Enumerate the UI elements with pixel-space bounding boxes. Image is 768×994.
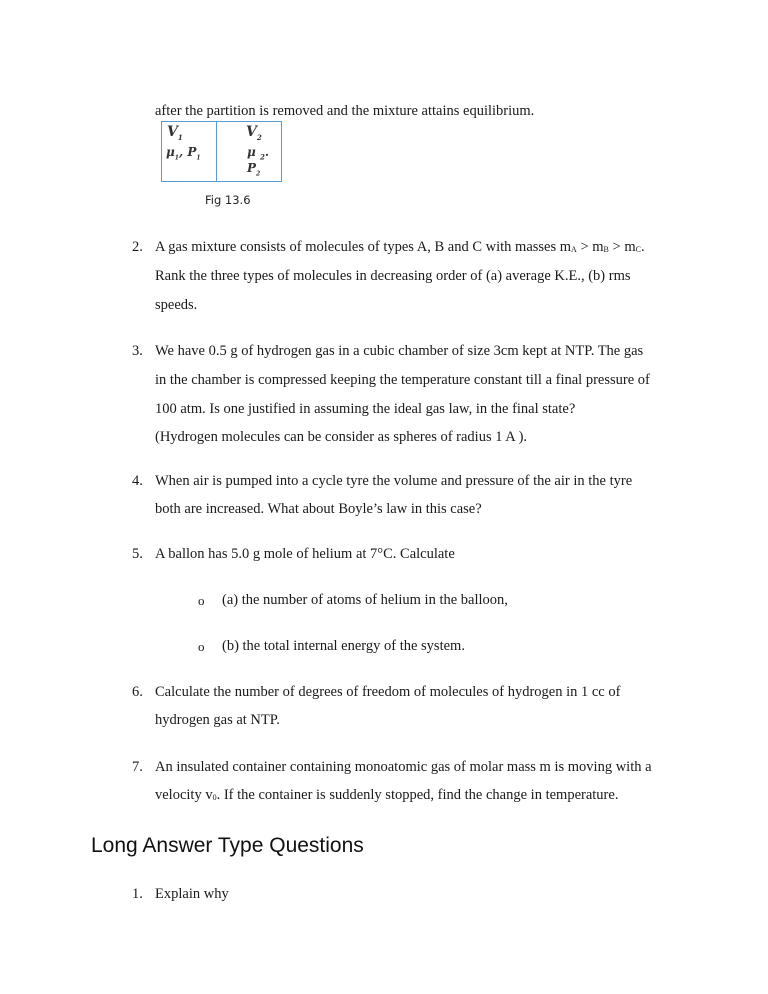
question-line: velocity v0. If the container is suddenly stopped, find the change in temperature. (155, 787, 619, 803)
question-line: 100 atm. Is one justified in assuming the ideal gas law, in the final state? (155, 401, 576, 417)
fig-p2: $P_2$ (247, 161, 261, 178)
question-line: hydrogen gas at NTP. (155, 712, 280, 728)
question-line: Rank the three types of molecules in decreasing order of (a) average K.E., (b) rms (155, 268, 631, 284)
question-line: both are increased. What about Boyle’s law in this case? (155, 501, 482, 517)
bullet-icon: o (198, 639, 205, 654)
question-number: 4. (132, 473, 143, 489)
question-number: 1. (132, 886, 143, 902)
figure-partition-box (161, 121, 282, 182)
bullet-icon: o (198, 593, 205, 608)
question-line: Explain why (155, 886, 229, 902)
sub-item: (a) the number of atoms of helium in the balloon, (222, 592, 508, 608)
section-heading: Long Answer Type Questions (91, 834, 364, 857)
question-number: 3. (132, 343, 143, 359)
question-line: (Hydrogen molecules can be consider as spheres of radius 1 A ). (155, 429, 528, 445)
question-line: An insulated container containing monoatomic gas of molar mass m is moving with a (155, 759, 652, 775)
figure-caption: Fig 13.6 (205, 193, 251, 207)
question-number: 5. (132, 546, 143, 562)
question-line: in the chamber is compressed keeping the temperature constant till a final pressure of (155, 372, 650, 388)
question-line: A ballon has 5.0 g mole of helium at 7°C. Calculate (155, 546, 455, 562)
sub-item: (b) the total internal energy of the system. (222, 638, 465, 654)
fig-v2: $V_2$ (246, 124, 262, 142)
question-number: 6. (132, 684, 143, 700)
question-number: 2. (132, 239, 143, 255)
question-number: 7. (132, 759, 143, 775)
fig-mu2: μ $_2$. (247, 145, 270, 162)
question-line: Calculate the number of degrees of freedom of molecules of hydrogen in 1 cc of (155, 684, 621, 700)
question-line: A gas mixture consists of molecules of types A, B and C with masses mA > mB > mC. (155, 239, 645, 255)
intro-text: after the partition is removed and the mixture attains equilibrium. (155, 103, 535, 119)
partition-divider (216, 122, 217, 181)
question-line: speeds. (155, 297, 198, 313)
fig-v1: $V_1$ (167, 124, 183, 142)
question-line: We have 0.5 g of hydrogen gas in a cubic chamber of size 3cm kept at NTP. The gas (155, 343, 644, 359)
fig-mu1-p1: $\mu_1$, $P_1$ (166, 145, 201, 162)
question-line: When air is pumped into a cycle tyre the volume and pressure of the air in the tyre (155, 473, 633, 489)
